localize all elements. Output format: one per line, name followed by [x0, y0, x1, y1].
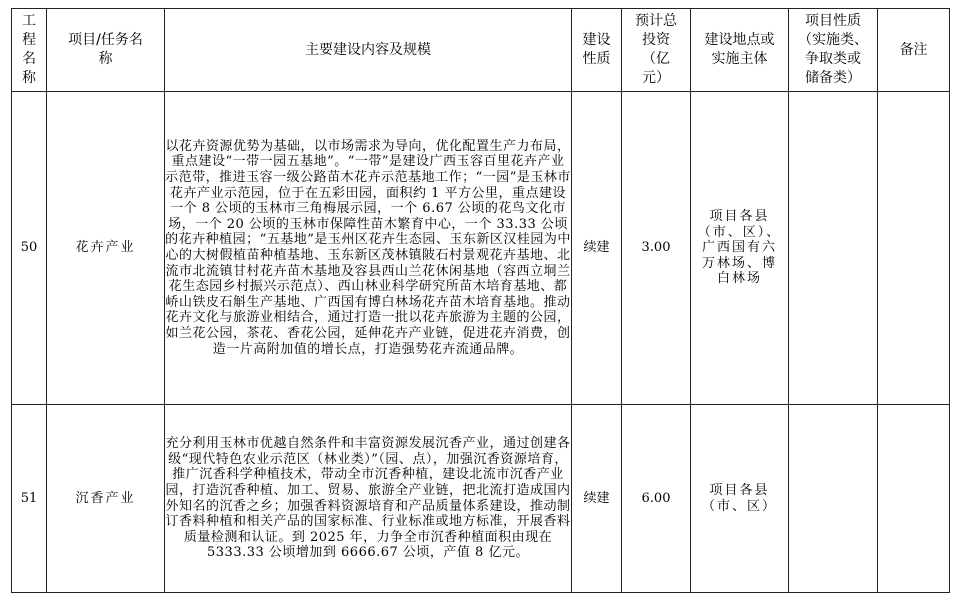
row-number: 50 — [12, 92, 47, 405]
project-table — [11, 8, 950, 593]
header-line: 项目/任务名 — [68, 32, 143, 48]
header-line: 元） — [642, 70, 670, 86]
header-line: 性质 — [582, 51, 611, 67]
header-construction-nature — [572, 9, 622, 92]
header-line: 项目性质 — [805, 13, 861, 29]
row-investment: 6.00 — [622, 405, 691, 593]
row-category — [789, 92, 878, 405]
row-project-name: 花卉产业 — [47, 92, 165, 405]
row-remark — [878, 92, 950, 405]
header-investment — [622, 9, 691, 92]
table-row — [12, 92, 950, 405]
row-number: 51 — [12, 405, 47, 593]
row-investment: 3.00 — [622, 92, 691, 405]
header-location — [691, 9, 789, 92]
location-line: 白林场 — [716, 271, 762, 287]
location-line: 广西国有六 — [701, 240, 777, 256]
header-project-number — [12, 9, 47, 92]
header-line: 工 — [22, 13, 36, 29]
header-main-content: 主要建设内容及规模 — [165, 9, 572, 92]
header-line: （实施类、 — [798, 32, 868, 48]
header-line: （亿 — [642, 51, 670, 67]
row-remark — [878, 405, 950, 593]
header-line: 建设地点或 — [704, 32, 775, 48]
row-location — [691, 405, 789, 593]
header-line: 实施主体 — [711, 51, 768, 67]
header-line: 称 — [98, 51, 113, 67]
location-line: 项目各县 — [709, 209, 770, 225]
location-line: 万林场、博 — [701, 255, 777, 271]
content-text: 以花卉资源优势为基础，以市场需求为导向，优化配置生产力布局，重点建设“一带一园五基地”。“一带”是建设广西玉容百里花卉产业示范带，推进玉容一级公路苗木花卉示范基地工作；“一园”是玉林市花卉产业示范园，位于在五彩田园，面积约 1 平方公里，重点建设一个 8 公顷的玉林市三角梅展示园，一个 6.67 公顷的花鸟文化市场，一个 20 公顷的玉林市保障性苗木繁育中心，一个 33.33 公顷的花卉种植园；“五基地”是玉州区花卉生态园、玉东新区汉桂园为中心的大树假植苗种植基地、玉东新区茂林镇陂石村景观花卉基地、北流市北流镇甘村花卉苗木基地及容县西山兰花休闲基地（容西立垌兰花生态园乡村振兴示范点）、西山林业科学研究所苗木培育基地、都峤山铁皮石斛生产基地、广西国有博白林场花卉苗木培育基地。推动花卉文化与旅游业相结合，通过打造一批以花卉旅游为主题的公园，如兰花公园，茶花、香花公园，延伸花卉产业链，促进花卉消费，创造一片高附加值的增长点，打造强势花卉流通品牌。 — [165, 138, 571, 357]
header-line: 程 — [22, 32, 36, 48]
header-line: 预计总 — [635, 13, 677, 29]
table-row — [12, 405, 950, 593]
header-line: 名 — [22, 51, 36, 67]
header-project-category — [789, 9, 878, 92]
header-line: 建设 — [582, 32, 611, 48]
location-line: 项目各县 — [709, 482, 770, 498]
header-line: 称 — [22, 70, 36, 86]
header-line: 争取类或 — [805, 51, 861, 67]
header-line: 投资 — [642, 32, 670, 48]
row-category — [789, 405, 878, 593]
header-row — [12, 9, 950, 92]
row-content — [165, 405, 572, 593]
header-line: 储备类） — [805, 70, 861, 86]
location-line: （市、区） — [701, 498, 777, 514]
row-project-name: 沉香产业 — [47, 405, 165, 593]
location-line: （市、区）、 — [697, 224, 782, 240]
row-location — [691, 92, 789, 405]
header-project-name — [47, 9, 165, 92]
row-nature: 续建 — [572, 405, 622, 593]
content-text: 充分利用玉林市优越自然条件和丰富资源发展沉香产业，通过创建各级“现代特色农业示范区（林业类）”（园、点），加强沉香资源培育，推广沉香科学种植技术，带动全市沉香种植，建设北流市沉香产业园，打造沉香种植、加工、贸易、旅游全产业链，把北流打造成国内外知名的沉香之乡；加强香料资源培育和产品质量体系建设，推动制订香料种植和相关产品的国家标准、行业标准或地方标准，开展香料质量检测和认证。到 2025 年，力争全市沉香种植面积由现在 5333.33 公顷增加到 6666.67 公顷，产值 8 亿元。 — [165, 436, 571, 561]
row-nature: 续建 — [572, 92, 622, 405]
header-remark: 备注 — [878, 9, 950, 92]
row-content — [165, 92, 572, 405]
